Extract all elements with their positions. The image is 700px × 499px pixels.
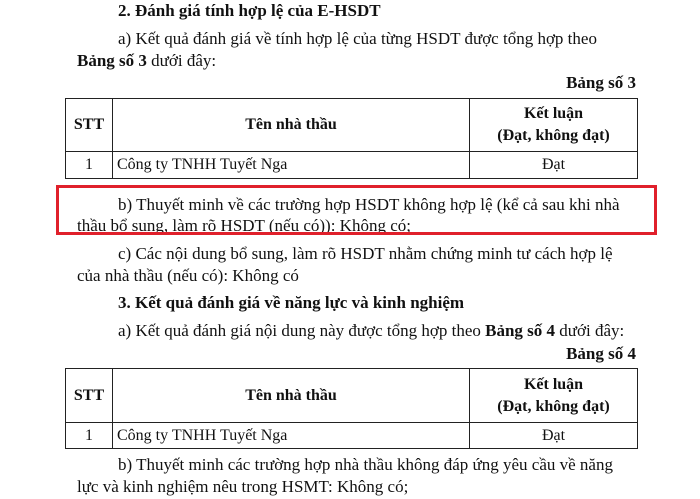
- section-3-para-a: a) Kết quả đánh giá nội dung này được tổng hợp theo Bảng số 4 dưới đây:: [118, 321, 625, 340]
- table-ref-4: Bảng số 4: [485, 321, 556, 340]
- table-4-cell-result: Đạt: [470, 423, 638, 449]
- table-4-header-name: Tên nhà thầu: [113, 369, 470, 423]
- section-3-para-b-line2: lực và kinh nghiệm nêu trong HSMT: Không có;: [77, 477, 409, 496]
- table-3-header-name: Tên nhà thầu: [113, 99, 470, 152]
- table-4: [65, 368, 638, 449]
- section-2-para-c-line2: của nhà thầu (nếu có): Không có: [77, 266, 299, 285]
- table-4-header-stt: STT: [66, 369, 113, 423]
- table-ref-3: Bảng số 3: [77, 51, 147, 70]
- table-row: [66, 423, 638, 449]
- table-3: [65, 98, 638, 179]
- table-4-label: Bảng số 4: [566, 344, 636, 363]
- table-3-label: Bảng số 3: [566, 73, 636, 92]
- highlight-box: [56, 185, 657, 235]
- section-2-heading: 2. Đánh giá tính hợp lệ của E-HSDT: [118, 1, 381, 20]
- section-2-para-b-line2: thầu bổ sung, làm rõ HSDT (nếu có)): Không có;: [77, 216, 411, 235]
- table-4-cell-stt: 1: [66, 423, 113, 449]
- section-2-para-c-line1: c) Các nội dung bổ sung, làm rõ HSDT nhằm chứng minh tư cách hợp lệ: [118, 244, 613, 263]
- table-3-header-result: Kết luận (Đạt, không đạt): [470, 99, 638, 152]
- table-4-cell-name: Công ty TNHH Tuyết Nga: [113, 423, 470, 449]
- section-3-para-b-line1: b) Thuyết minh các trường hợp nhà thầu không đáp ứng yêu cầu về năng: [118, 455, 613, 474]
- table-4-header-result: Kết luận (Đạt, không đạt): [470, 369, 638, 423]
- table-3-cell-result: Đạt: [470, 152, 638, 179]
- table-3-cell-name: Công ty TNHH Tuyết Nga: [113, 152, 470, 179]
- section-2-para-a-line2: Bảng số 3 dưới đây:: [77, 51, 217, 70]
- section-2-para-b-line1: b) Thuyết minh về các trường hợp HSDT không hợp lệ (kể cả sau khi nhà: [118, 195, 620, 214]
- table-3-cell-stt: 1: [66, 152, 113, 179]
- table-row: [66, 152, 638, 179]
- section-3-heading: 3. Kết quả đánh giá về năng lực và kinh nghiệm: [118, 293, 465, 312]
- table-3-header-stt: STT: [66, 99, 113, 152]
- section-2-para-a-line1: a) Kết quả đánh giá về tính hợp lệ của từng HSDT được tổng hợp theo: [118, 29, 597, 48]
